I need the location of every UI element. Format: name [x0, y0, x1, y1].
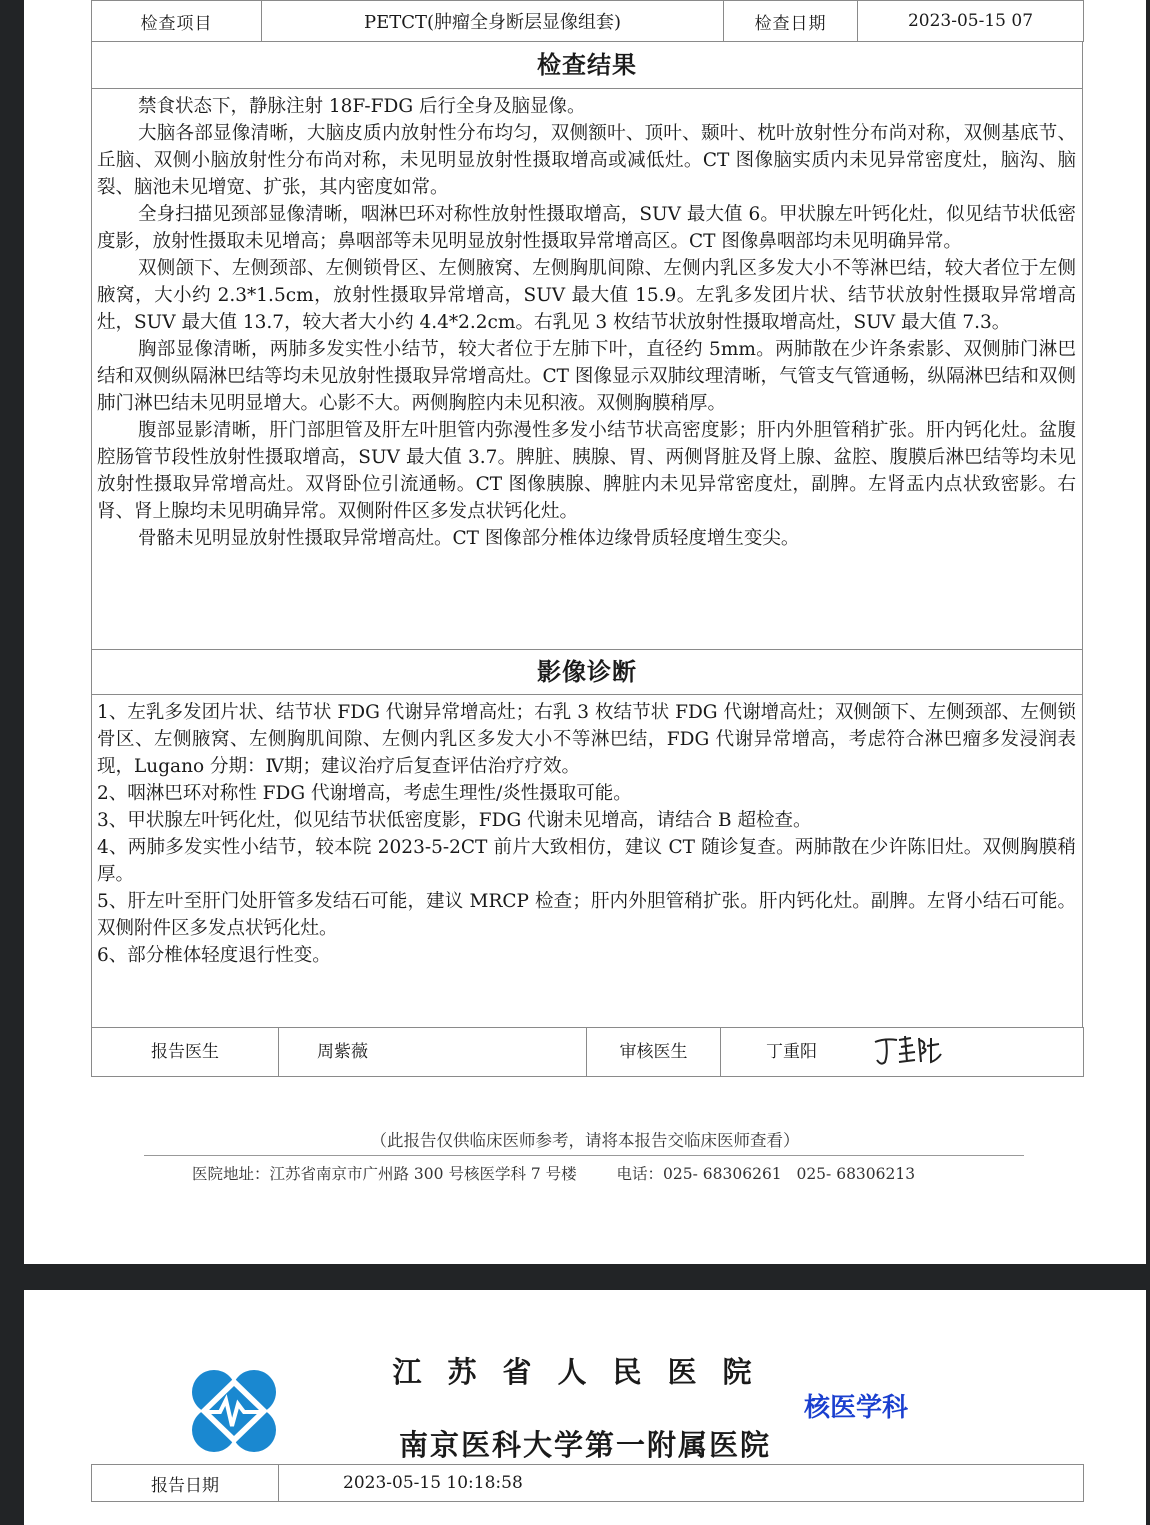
findings-paragraph: 双侧颌下、左侧颈部、左侧锁骨区、左侧腋窝、左侧胸肌间隙、左侧内乳区多发大小不等淋巴结，较大者位于左侧腋窝，大小约 2.3*1.5cm，放射性摄取异常增高，SUV 最大值 15.9。左乳多发团片状、结节状放射性摄取异常增高灶，SUV 最大值 13.7，较大者大小约 4.4*2.2cm。右乳见 3 枚结节状放射性摄取增高灶，SUV 最大值 7.3。 — [97, 258, 1076, 333]
hospital-name-secondary: 南京医科大学第一附属医院 — [398, 1428, 771, 1462]
exam-item-value: PETCT(肿瘤全身断层显像组套) — [262, 1, 724, 42]
report-page-1 — [24, 0, 1146, 1264]
exam-info-row — [91, 0, 1084, 42]
findings-paragraph: 胸部显像清晰，两肺多发实性小结节，较大者位于左肺下叶，直径约 5mm。两肺散在少许条索影、双侧肺门淋巴结和双侧纵隔淋巴结等均未见放射性摄取异常增高灶。CT 图像显示双肺纹理清晰，气管支气管通畅，纵隔淋巴结和双侧肺门淋巴结未见明显增大。心影不大。两侧胸腔内未见积液。双侧胸膜稍厚。 — [97, 339, 1076, 414]
footer-divider — [144, 1155, 1024, 1156]
diagnosis-item: 3、甲状腺左叶钙化灶，似见结节状低密度影，FDG 代谢未见增高，请结合 B 超检查。 — [97, 810, 812, 831]
findings-paragraph: 禁食状态下，静脉注射 18F-FDG 后行全身及脑显像。 — [138, 96, 586, 117]
findings-body — [91, 87, 1083, 650]
diagnosis-item: 1、左乳多发团片状、结节状 FDG 代谢异常增高灶；右乳 3 枚结节状 FDG 代谢增高灶；双侧颌下、左侧颈部、左侧锁骨区、左侧腋窝、左侧胸肌间隙、左侧内乳区多发大小不等淋巴结，FDG 代谢异常增高，考虑符合淋巴瘤多发浸润表现，Lugano 分期：Ⅳ期；建议治疗后复查评估治疗疗效。 — [97, 702, 1076, 777]
review-doctor-cell — [721, 1028, 1084, 1077]
report-doctor-label: 报告医生 — [92, 1028, 279, 1077]
handwritten-signature — [871, 1032, 943, 1070]
signature-row — [91, 1027, 1084, 1077]
findings-paragraph: 骨骼未见明显放射性摄取异常增高灶。CT 图像部分椎体边缘骨质轻度增生变尖。 — [138, 528, 800, 549]
hospital-address-line — [192, 1162, 915, 1184]
diagnosis-item: 4、两肺多发实性小结节，较本院 2023-5-2CT 前片大致相仿，建议 CT 随诊复查。两肺散在少许陈旧灶。双侧胸膜稍厚。 — [97, 837, 1076, 885]
diagnosis-item: 2、咽淋巴环对称性 FDG 代谢增高，考虑生理性/炎性摄取可能。 — [97, 783, 632, 804]
hospital-phone: 电话：025- 68306261 025- 68306213 — [616, 1165, 916, 1183]
findings-paragraph: 腹部显影清晰，肝门部胆管及肝左叶胆管内弥漫性多发小结节状高密度影；肝内外胆管稍扩张。肝内钙化灶。盆腹腔肠管节段性放射性摄取增高，SUV 最大值 3.7。脾脏、胰腺、胃、两侧肾脏及肾上腺、盆腔、腹膜后淋巴结等均未见放射性摄取异常增高灶。双肾卧位引流通畅。CT 图像胰腺、脾脏内未见异常密度灶，副脾。左肾盂内点状致密影。右肾、肾上腺均未见明确异常。双侧附件区多发点状钙化灶。 — [97, 420, 1076, 522]
report-page-2 — [24, 1290, 1146, 1525]
report-date-label: 报告日期 — [92, 1465, 279, 1502]
findings-header — [91, 41, 1083, 89]
diagnosis-title: 影像诊断 — [537, 657, 637, 686]
department-name: 核医学科 — [804, 1393, 909, 1423]
review-doctor-label: 审核医生 — [587, 1028, 721, 1077]
diagnosis-header — [91, 649, 1083, 695]
findings-title: 检查结果 — [537, 50, 637, 79]
diagnosis-body — [91, 693, 1083, 1028]
exam-date-value: 2023-05-15 07 — [858, 1, 1084, 42]
report-date-value: 2023-05-15 10:18:58 — [279, 1465, 1084, 1502]
diagnosis-item: 6、部分椎体轻度退行性变。 — [97, 945, 331, 966]
report-date-row — [91, 1464, 1084, 1502]
hospital-address: 医院地址：江苏省南京市广州路 300 号核医学科 7 号楼 — [192, 1165, 577, 1183]
report-doctor-name: 周紫薇 — [279, 1028, 587, 1077]
findings-paragraph: 全身扫描见颈部显像清晰，咽淋巴环对称性放射性摄取增高，SUV 最大值 6。甲状腺左叶钙化灶，似见结节状低密度影，放射性摄取未见增高；鼻咽部等未见明显放射性摄取异常增高区。CT 图像鼻咽部均未见明确异常。 — [97, 204, 1076, 252]
exam-date-label: 检查日期 — [724, 1, 858, 42]
exam-item-label: 检查项目 — [92, 1, 262, 42]
findings-paragraph: 大脑各部显像清晰，大脑皮质内放射性分布均匀，双侧额叶、顶叶、颞叶、枕叶放射性分布尚对称，双侧基底节、丘脑、双侧小脑放射性分布尚对称，未见明显放射性摄取增高或减低灶。CT 图像脑实质内未见异常密度灶，脑沟、脑裂、脑池未见增宽、扩张，其内密度如常。 — [97, 123, 1076, 198]
hospital-name: 江苏省人民医院 — [392, 1355, 778, 1389]
disclaimer-note: （此报告仅供临床医师参考，请将本报告交临床医师查看） — [370, 1131, 800, 1150]
review-doctor-name: 丁重阳 — [766, 1042, 817, 1062]
diagnosis-item: 5、肝左叶至肝门处肝管多发结石可能，建议 MRCP 检查；肝内外胆管稍扩张。肝内钙化灶。副脾。左肾小结石可能。双侧附件区多发点状钙化灶。 — [97, 891, 1076, 939]
